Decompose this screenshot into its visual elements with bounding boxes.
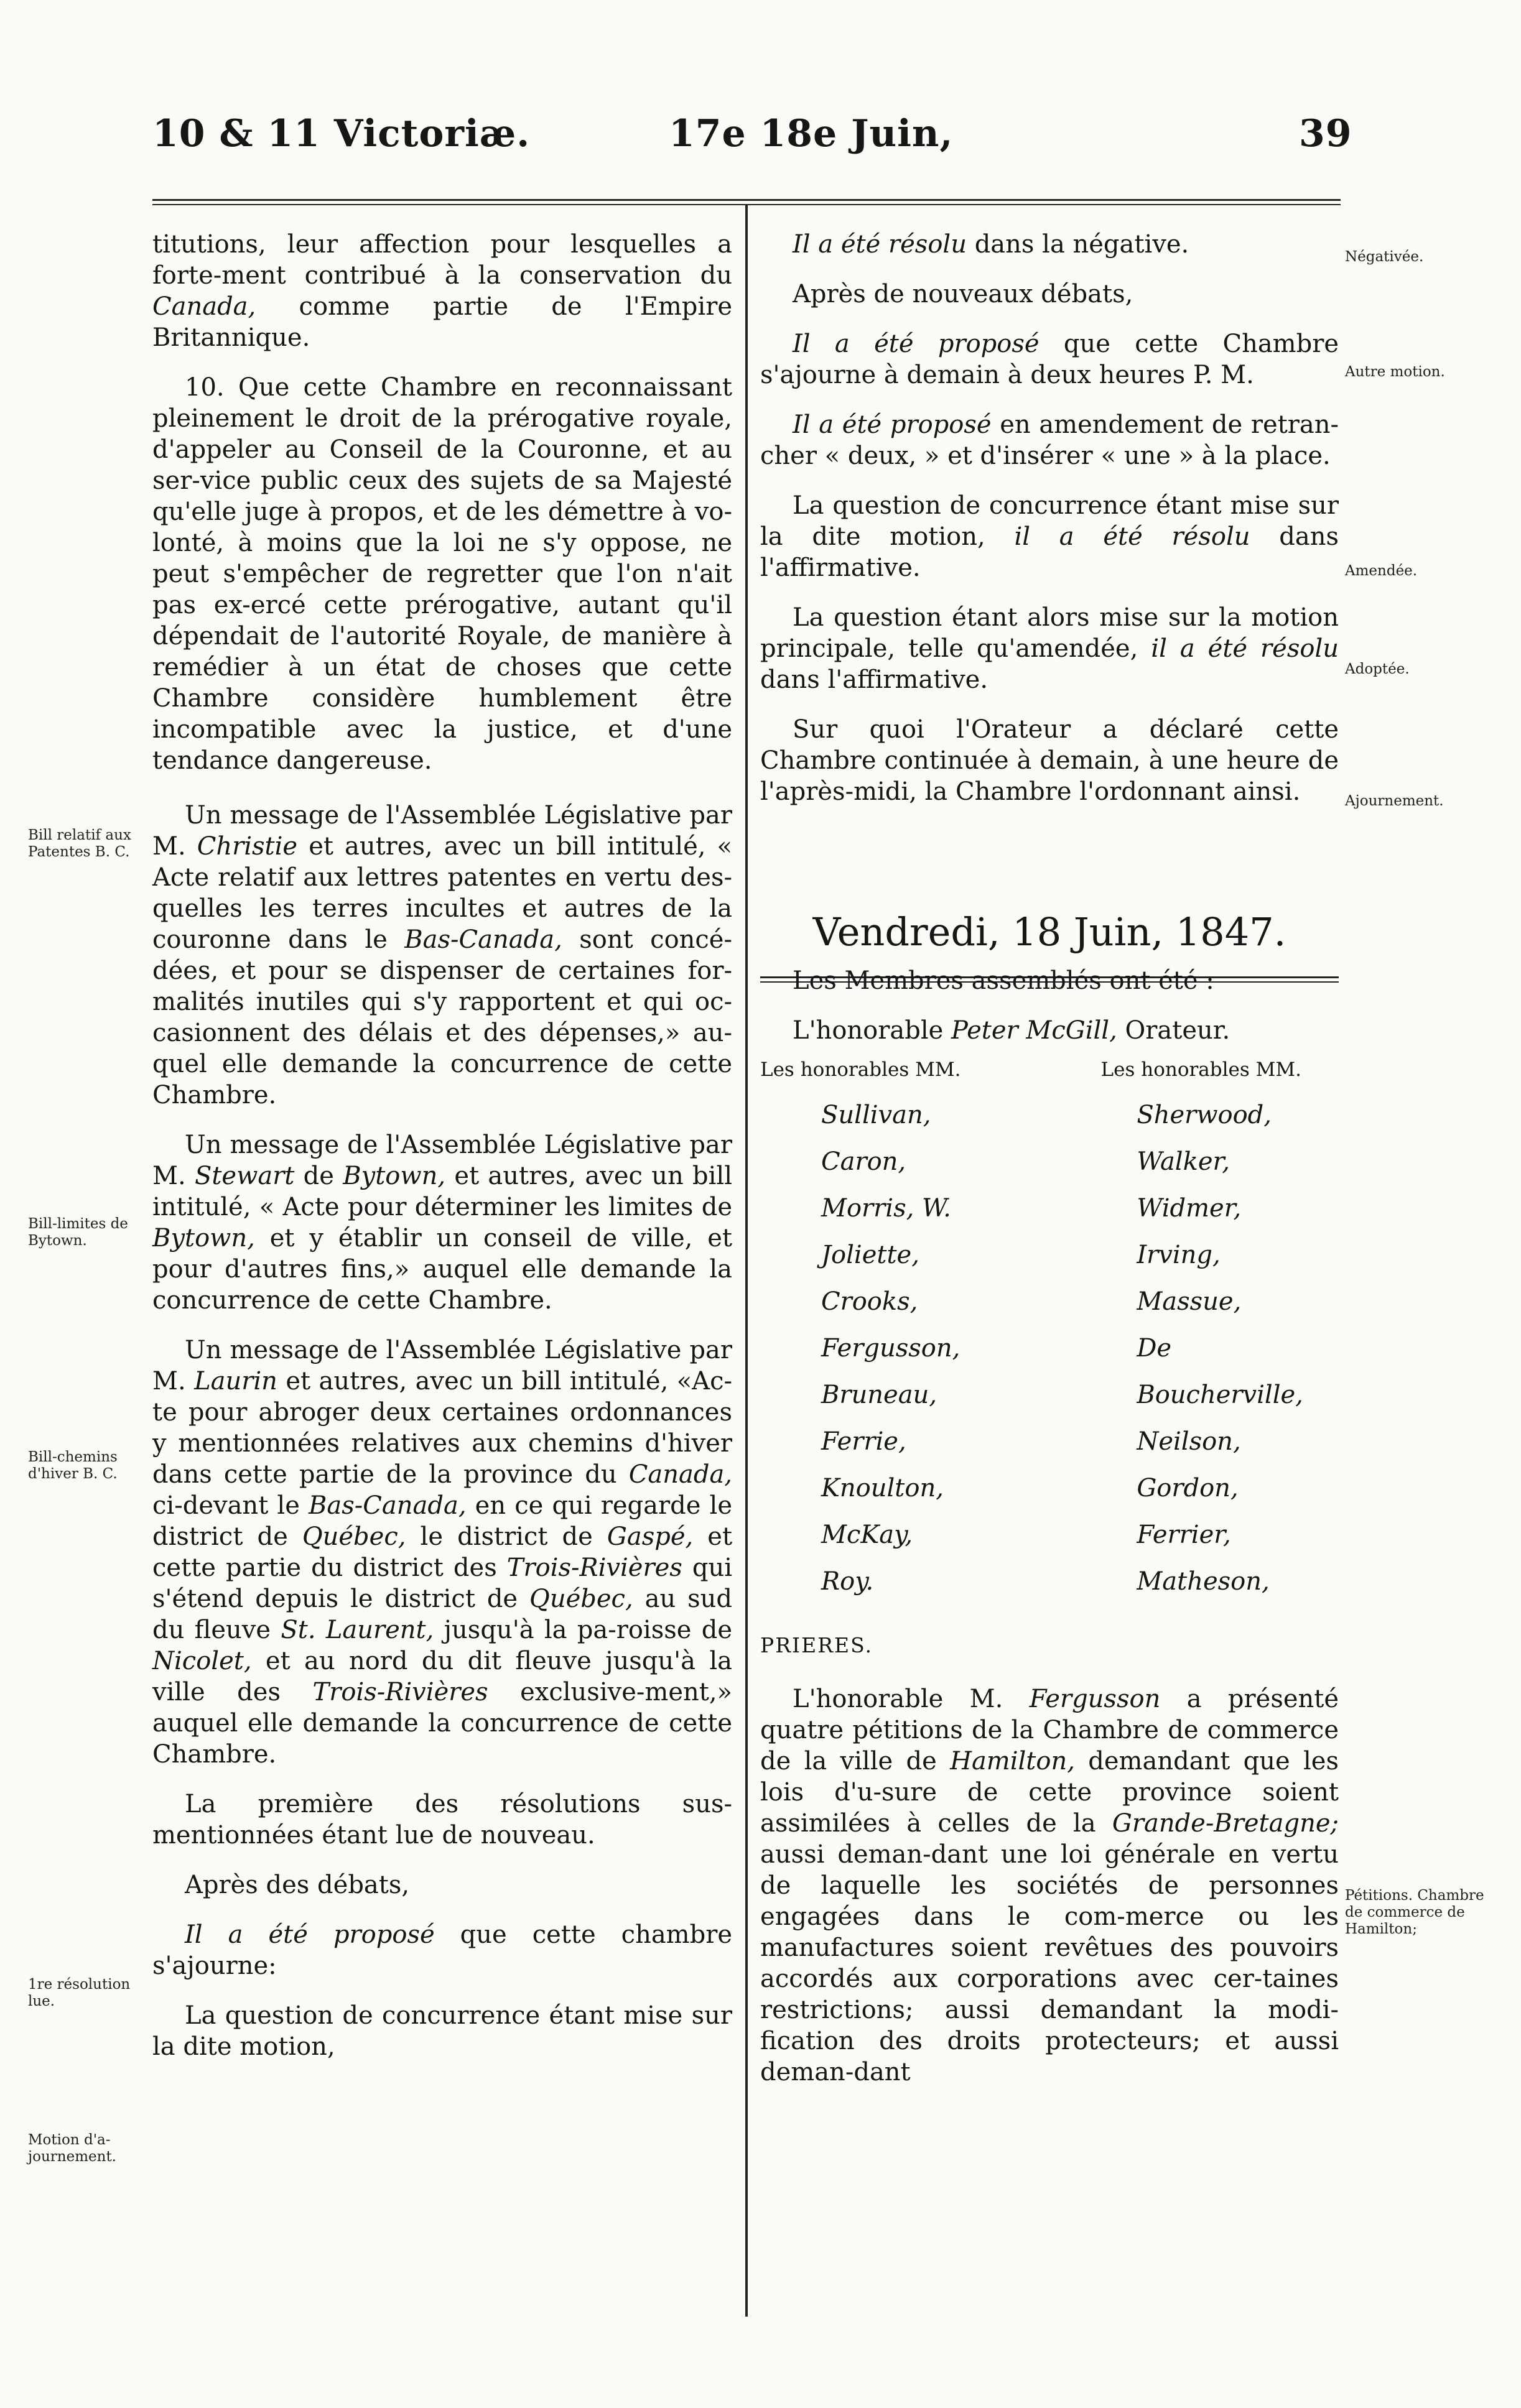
margin-note-motion-ajournement: Motion d'a-journement.: [28, 2132, 116, 2165]
motion-adjourn: Il a été proposé que cette Chambre s'ajourne à demain à deux heures P. M.: [760, 330, 1339, 389]
members-list-left: [821, 1092, 1137, 1605]
members-list: [760, 1092, 1339, 1605]
member-name: Neilson,: [1137, 1427, 1241, 1456]
page-number: 39: [1299, 112, 1352, 155]
main-motion-adopted: La question étant alors mise sur la motion principale, telle qu'amendée, il a été résolu dans l'affirmative.: [760, 603, 1339, 694]
further-debates: Après de nouveaux débats,: [793, 280, 1133, 308]
members-assembled: Les Membres assemblés ont été :: [793, 966, 1214, 995]
column-divider: [745, 205, 748, 2317]
amendment: Il a été proposé en amendement de retran-cher « deux, » et d'insérer « une » à la place.: [760, 410, 1339, 470]
member-name: Irving,: [1137, 1241, 1221, 1269]
concurrence-amendment: La question de concurrence étant mise sur la dite motion, il a été résolu dans l'affirmative.: [760, 491, 1339, 582]
members-header: [760, 1057, 1339, 1082]
member-name: Widmer,: [1137, 1194, 1242, 1223]
after-debates: Après des débats,: [185, 1871, 410, 1899]
members-list-right: [1137, 1092, 1339, 1605]
question-concurrence: La question de concurrence étant mise sur la dite motion,: [152, 2001, 732, 2061]
resolution-10: 10. Que cette Chambre en reconnaissant pleinement le droit de la prérogative royale, d'appeler au Conseil de la Couronne, et au ser-vice public ceux des sujets de sa Majesté qu'elle juge à propos, et de les démettre à vo-lonté, à moins que la loi ne s'y oppose, ne peut s'empêcher de regretter que l'on n'ait pas ex-ercé cette prérogative, autant qu'il dépendait de l'autorité Royale, de manière à remédier à un état de choses que cette Chambre considère humblement être incompatible avec la justice, et d'une tendance dangereuse.: [152, 373, 732, 775]
running-header-date: 17e 18e Juin,: [669, 112, 954, 155]
member-name: Ferrier,: [1137, 1521, 1231, 1549]
member-name: Caron,: [821, 1147, 906, 1176]
header-rule-top: [152, 199, 1341, 201]
paragraph-continuation: titutions, leur affection pour lesquelles a forte-ment contribué à la conservation du Canada, comme partie de l'Empire Britannique.: [152, 230, 732, 352]
member-name: Ferrie,: [821, 1427, 906, 1456]
member-name: Fergusson,: [821, 1334, 961, 1363]
member-name: Joliette,: [821, 1241, 919, 1269]
member-name: Gordon,: [1137, 1474, 1239, 1503]
speaker-adjournment: Sur quoi l'Orateur a déclaré cette Chambre continuée à demain, à une heure de l'après-midi, la Chambre l'ordonnant ainsi.: [760, 715, 1339, 806]
message-bill-chemins: Un message de l'Assemblée Législative par M. Laurin et autres, avec un bill intitulé, «Ac-te pour abroger deux certaines ordonnances y mentionnées relatives aux chemins d'hiver dans cette partie de la province du Canada, ci-devant le Bas-Canada, en ce qui regarde le district de Québec, le district de Gaspé, et cette partie du district des Trois-Rivières qui s'étend depuis le district de Québec, au sud du fleuve St. Laurent, jusqu'à la pa-roisse de Nicolet, et au nord du dit fleuve jusqu'à la ville des Trois-Rivières exclusive-ment,» auquel elle demande la concurrence de cette Chambre.: [152, 1336, 733, 1769]
member-name: Morris, W.: [821, 1194, 951, 1223]
margin-note-petitions: Pétitions. Chambre de commerce de Hamilton;: [1345, 1887, 1484, 1937]
member-name: Knoulton,: [821, 1474, 944, 1503]
margin-note-autre-motion: Autre motion.: [1345, 364, 1445, 380]
message-bill-patentes: Un message de l'Assemblée Législative par M. Christie et autres, avec un bill intitulé, « Acte relatif aux lettres patentes en vertu des-quelles les terres incultes et autres de la couronne dans le Bas-Canada, sont concé-dées, et pour se dispenser de certaines for-malités inutiles qui s'y rapportent et qui oc-casionnent des délais et des dépenses,» au-quel elle demande la concurrence de cette Chambre.: [152, 801, 732, 1109]
prayers-heading: PRIERES.: [760, 1633, 873, 1657]
margin-note-adoptee: Adoptée.: [1345, 661, 1410, 677]
member-name: Roy.: [821, 1567, 874, 1596]
margin-note-bill-patentes: Bill relatif aux Patentes B. C.: [28, 827, 131, 860]
members-header-right: Les honorables MM.: [1100, 1058, 1301, 1081]
margin-note-resolution-lue: 1re résolution lue.: [28, 1976, 131, 2009]
margin-note-amendee: Amendée.: [1345, 563, 1418, 579]
margin-note-ajournement: Ajournement.: [1345, 793, 1444, 809]
margin-note-bill-bytown: Bill-limites de Bytown.: [28, 1216, 128, 1249]
member-name: Walker,: [1137, 1147, 1230, 1176]
adjournment-motion: Il a été proposé que cette chambre s'ajourne:: [152, 1920, 732, 1980]
resolved-negative: Il a été résolu dans la négative.: [793, 230, 1189, 259]
member-name: De Boucherville,: [1137, 1334, 1303, 1409]
member-name: Massue,: [1137, 1287, 1242, 1316]
speaker-line: L'honorable Peter McGill, Orateur.: [793, 1016, 1230, 1045]
day-heading: Vendredi, 18 Juin, 1847.: [812, 909, 1286, 955]
petition-paragraph: L'honorable M. Fergusson a présenté quatre pétitions de la Chambre de commerce de la ville de Hamilton, demandant que les lois d'u-sure de cette province soient assimilées à celles de la Grande-Bretagne; aussi deman-dant une loi générale en vertu de laquelle les sociétés de personnes engagées dans le com-merce ou les manufactures soient revêtues des pouvoirs accordés aux corporations avec cer-taines restrictions; aussi demandant la modi-fication des droits protecteurs; et aussi deman-dant: [760, 1685, 1339, 2086]
message-bill-bytown: Un message de l'Assemblée Législative par M. Stewart de Bytown, et autres, avec un bill intitulé, « Acte pour déterminer les limites de Bytown, et y établir un conseil de ville, et pour d'autres fins,» auquel elle demande la concurrence de cette Chambre.: [152, 1131, 732, 1315]
left-column: [152, 229, 732, 2062]
right-column: [760, 229, 1339, 2088]
member-name: Sherwood,: [1137, 1101, 1272, 1129]
member-name: Sullivan,: [821, 1101, 931, 1129]
margin-note-negativee: Négativée.: [1345, 249, 1424, 265]
member-name: Matheson,: [1137, 1567, 1270, 1596]
member-name: McKay,: [821, 1521, 913, 1549]
member-name: Bruneau,: [821, 1381, 937, 1409]
running-header-left: 10 & 11 Victoriæ.: [152, 112, 531, 155]
margin-note-bill-chemins: Bill-chemins d'hiver B. C.: [28, 1449, 118, 1482]
members-header-left: Les honorables MM.: [760, 1058, 961, 1081]
member-name: Crooks,: [821, 1287, 918, 1316]
first-resolution-read: La première des résolutions sus-mentionnées étant lue de nouveau.: [152, 1790, 732, 1850]
